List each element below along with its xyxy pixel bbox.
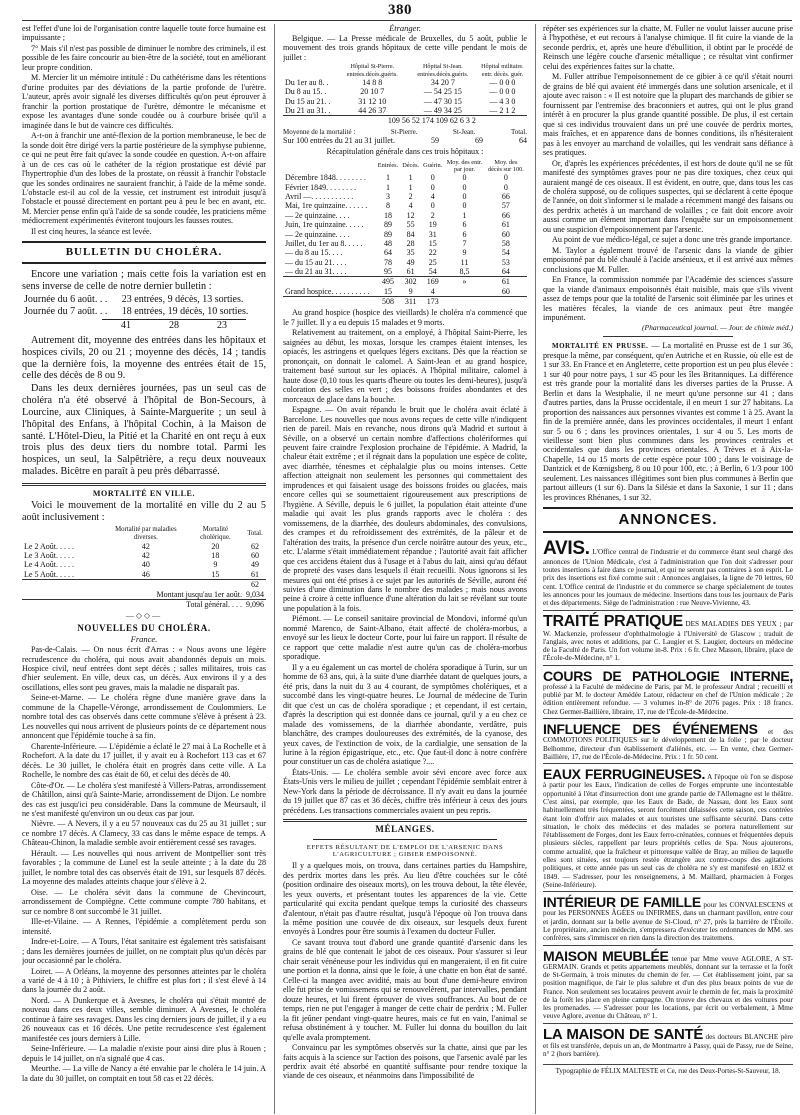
- table-cell: 48: [383, 238, 392, 248]
- paragraph: Convaincu par les symptômes observés sur la chatte, ainsi que par les faits acquis à la science sur l'action des poisons, que l'arsenic avalé par les perdrix avait été absorbé en quantité suffisante pour rendre toxique la viande de ces oiseaux, et néanmoins dans l'impossibilité de: [283, 1043, 527, 1081]
- row-value: 23 entrées, 9 décès, 13 sorties.: [121, 293, 244, 305]
- table-cell: 1: [408, 182, 413, 192]
- table-row: [22, 551, 266, 560]
- table-cell: 55: [406, 220, 415, 230]
- paragraph: En France, la commission nommée par l'Académie des sciences s'assure que la viande d'animaux empoisonnés était nuisible, mais que s'ils vivent assez de temps pour que la totalité de l'arsenic soit éliminée par les urines et les matières fécales, la viande de ces animaux peut être mangée impunément.: [543, 275, 793, 323]
- paragraph: Indre-et-Loire. — A Tours, l'état sanitaire est également très satisfaisant ; dans les dernières journées de juillet, on ne comptait plus qu'un décès par jour occasionné par le choléra.: [22, 937, 266, 966]
- column-header: Hôpital St-Pierre. entrées.décès.guéris.: [346, 63, 398, 78]
- table-header-row: [22, 526, 266, 542]
- table-row: [283, 277, 527, 287]
- table-cell: 0: [430, 173, 435, 183]
- table-cell: 31: [428, 229, 437, 239]
- table-cell: 9,096: [244, 599, 266, 609]
- table-cell: 0: [462, 173, 467, 183]
- paragraph: Piémont. — Le conseil sanitaire provincial de Mondovi, informé qu'un nommé Marenco, de Saint-Albano, était affecté de choléra-morbus, a envoyé sur les lieux le docteur Corte, pour lui faire un rapport. Il résulte de ce rapport que cette maladie n'est autre qu'un cas de choléra-morbus sporadique.: [283, 614, 527, 662]
- table-cell: 0: [503, 173, 508, 183]
- table-cell: 22: [428, 248, 437, 258]
- paragraph: Il y a eu également un cas mortel de choléra sporadique à Turin, sur un homme de 63 ans, qui, à la suite d'une diarrhée datant de quelques jours, a été pris, dans la nuit du 3 au 4 courant, de symptômes cholériques, et a succombé dans les vingt-quatre heures. Le Journal de médecine de Turin dit que c'est un cas de choléra sporadique ; et cependant, il est certain, d'après la description qui est donnée dans ce journal, qu'il y a eu chez ce malade des vomissemens, de la diarrhée abondante, verdâtre, puis blanchâtre, des crampes douloureuses des extrémités, de la cyanose, des yeux caves, de l'extinction de voix, de la cardialgie, une sensation de la lurine à la région épigastrique, etc., etc. Que faut-il donc à notre confrère pour constituer un cas de choléra asiatique ?....: [283, 662, 527, 767]
- table-cell: 3: [385, 192, 390, 202]
- paragraph: Ille-et-Vilaine. — A Rennes, l'épidémie a complètement perdu son intensité.: [22, 917, 266, 936]
- table-cell: 495: [376, 277, 400, 287]
- ad-maison-sante: [543, 1023, 793, 1061]
- table-cell: — 47 30 15: [423, 96, 462, 106]
- melanges-section: [283, 861, 527, 1081]
- ad-title: LA MAISON DE SANTÉ: [543, 1025, 704, 1043]
- table-cell: 64: [383, 248, 392, 258]
- table-cell: 508: [376, 297, 400, 307]
- table-cell: 0: [462, 192, 467, 202]
- melanges-continued: [543, 24, 793, 332]
- prusse-text: — La mortalité en Prusse est de 1 sur 36, presque la même, par conséquent, qu'en Autriche et en Russie, où elle est de 1 sur 33. En France et en Angleterre, cette proportion est un peu plus élevée : 1 sur 40 pour notre pays, 1 sur 45 pour les îles Britanniques. La différence est très grande pour la mortalité dans les diverses parties de la Prusse. A Berlin et dans la Westphalie, il ne meurt qu'une personne sur 41 ; dans d'autres parties, dans la Prusse occidentale, il en meurt 1 sur 27 habitans. La proportion des naissances aux personnes vivantes est comme 1 à 25. Avant la fin de la première année, dans les provinces occidentales, il meurt 1 enfant sur 5 ou 6 ; dans les provinces orientales, 1 sur 4 ou 5. Les morts de vieillesse sont bien plus communes dans les provinces centrales et occidentales que dans les provinces orientales. A Trèves et à Aix-la-Chapelle, 14 ou 15 morts de cette espèce pour 100 ; dans le voisinage de Dantzick et de Kœnigsberg, 8 ou 10 pour 100, etc. ; à Berlin, 6 1/3 pour 100 seulement. Les naissances illégitimes sont bien plus communes à Berlin que partout ailleurs (1 sur 6). Dans la Silésie et dans la Saxonie, 1 sur 11 ; dans les provinces Rhénanes, 1 sur 32.: [543, 341, 793, 502]
- table-cell: 66: [501, 192, 510, 202]
- divider-ornament: —◇◇—: [125, 611, 163, 621]
- paragraph: Au point de vue médico-légal, ce sujet a donc une très grande importance.: [552, 235, 793, 245]
- row-label: Journée du 7 août. . .: [24, 305, 108, 317]
- label: St-Pierre.: [390, 127, 418, 136]
- table-cell: 46: [141, 569, 150, 579]
- value: 69: [474, 135, 483, 145]
- table-cell: 54: [428, 266, 437, 276]
- column-header: Entrées.: [377, 162, 399, 170]
- ad-eaux: [543, 763, 793, 891]
- ad-text: des docteurs BLANCHE père et fils est transférée, depuis un an, de Montmartre à Passy, quai de Passy, rue de Seine, n° 2 (hors barrière).: [543, 1032, 793, 1059]
- table-cell: 8: [385, 201, 390, 211]
- paragraph: Encore une variation ; mais cette fois la variation est en sens inverse de celle de notre dernier bulletin :: [22, 269, 266, 292]
- paragraph: Oise. — Le choléra sévit dans la commune de Chevincourt, arrondissement de Compiègne. Cette commune compte 780 habitans, et sur ce nombre 8 ont succombé le 31 juillet.: [22, 887, 266, 916]
- table-cell: Décembre 1848. . . . . . . .: [285, 173, 366, 183]
- table-cell: — 2e quinzaine. . . .: [285, 210, 350, 220]
- table-cell: 15: [211, 569, 220, 579]
- table-cell: Le 5 Août. . . . .: [24, 569, 74, 579]
- paragraph: Voici le mouvement de la mortalité en ville du 2 au 5 août inclusivement :: [22, 500, 266, 524]
- table-header-row: [283, 63, 527, 78]
- table-cell: 1: [385, 173, 390, 183]
- table-cell: 61: [501, 220, 510, 230]
- table-cell: 53: [501, 257, 510, 267]
- paragraph: est l'effet d'une loi de l'organisation contre laquelle toute force humaine est impuissante ;: [22, 24, 266, 43]
- table-cell: 60: [501, 286, 510, 296]
- table-cell: 64: [501, 266, 510, 276]
- table-cell: 302: [400, 277, 421, 287]
- table-cell: 7: [462, 238, 467, 248]
- table-cell: 54: [501, 248, 510, 258]
- table-cell: 0: [430, 182, 435, 192]
- nouvelles-heading: NOUVELLES DU CHOLÉRA.: [77, 622, 211, 633]
- table-row: [283, 78, 527, 87]
- table-cell: 1: [462, 210, 467, 220]
- paragraph: Il y a quelques mois, on trouva, dans certaines parties du Hampshire, des perdrix mortes dans les prés. Au lieu d'être couchées sur le côté (position ordinaire des oiseaux morts), on les trouva debout, la tête élevée, les yeux ouverts, et présentant toutes les apparences de la vie. Cette particularité qui excita pendant quelque temps la curiosité des chasseurs d'alentour, n'était pas d'autre résultat, jusqu'à l'époque où l'on trouva dans la même position une couvée de dix oiseaux, sur lesquels deux furent envoyés à Londres pour être soumis à l'examen du docteur Fuller.: [283, 861, 527, 937]
- table-cell: 4: [430, 286, 435, 296]
- paragraph: Loiret. — A Orléans, la moyenne des personnes atteintes par le choléra a varié de 4 à 10 ; à Pithiviers, le chiffre est plus fort ; il s'est élevé à 14 dans la journée du 2 août.: [22, 966, 266, 995]
- table-cell: 49: [406, 257, 415, 267]
- nouvelles-subheading: France.: [130, 634, 158, 645]
- paragraph: Hérault. — Les nouvelles qui nous arrivent de Montpellier sont très favorables ; la commune de Lunel est la seule atteinte ; à la date du 28 juillet, le nombre total des cas observés était de 191, sur lesquels 87 décès. La moyenne des malades atteints chaque jour s'élève à 2.: [22, 848, 266, 887]
- table-cell: 35: [406, 248, 415, 258]
- table-row: [283, 230, 527, 239]
- table-row: [22, 560, 266, 569]
- table-cell: [444, 287, 485, 297]
- ad-title: TRAITÉ PRATIQUE: [543, 612, 683, 630]
- label: St-Jean.: [453, 127, 476, 136]
- ad-maison-meublee: [543, 945, 793, 1023]
- paragraph: Dans les deux dernières journées, pas un seul cas de choléra n'a été observé à l'hôpital de Bon-Secours, à Lourcine, aux Cliniques, à Sainte-Marguerite ; un seul à l'hôpital des Enfans, à l'hôpital Cochin, à la Maison de santé. L'Hôtel-Dieu, la Pitié et la Charité en ont reçu à eux trois plus des deux tiers du nombre total. Parmi les hospices, un seul, la Salpêtrière, a reçu deux nouveaux malades. Bicêtre en paraît à peu près débarrassé.: [22, 383, 266, 477]
- table-row: [283, 267, 527, 277]
- column-header: Mortalité cholérique.: [200, 525, 231, 541]
- table-row: [283, 287, 527, 297]
- paragraph: Belgique. — La Presse médicale de Bruxelles, du 5 août, publie le mouvement des trois grands hôpitaux de cette ville pendant le mois de juillet :: [283, 33, 527, 62]
- table-row: [283, 239, 527, 248]
- column-header: Total.: [247, 529, 263, 537]
- paragraph: A-t-on à franchir une anté-flexion de la portion membraneuse, le bec de la sonde doit être dirigé vers la partie postérieure de la symphyse pubienne, ce qui ne peut être fait qu'avec la sonde coudée en question. A-t-on affaire à un de ces cas où le cathéter de la région prostatique est dévié par l'hypertrophie d'un des lobes de la prostate, on réussit à franchir l'obstacle que les sondes ordinaires ne sauraient franchir, à l'aide de la même sonde. L'obstacle est-il au col de la vessie, cet instrument est introduit jusqu'à l'obstacle et poussé directement en portant peu à peu le bec en avant, etc. M. Mercier pense enfin qu'à l'aide de sa sonde coudée, les praticiens même médiocrement expérimentés éviteront toujours les fausses routes.: [22, 131, 266, 226]
- bulletin-table: [22, 294, 266, 317]
- table-cell: 1: [385, 182, 390, 192]
- top-rule: [22, 20, 792, 21]
- table-cell: 0: [462, 182, 467, 192]
- table-cell: 61: [406, 266, 415, 276]
- table-cell: 20: [211, 541, 220, 551]
- table-cell: 20 10 7: [360, 87, 385, 97]
- column-1: [22, 24, 266, 1112]
- column-2: [283, 24, 527, 1112]
- nouvelles-section: [22, 645, 266, 1083]
- table-cell: 169: [421, 277, 444, 287]
- label: Moyenne de la mortalité :: [283, 127, 356, 136]
- table-cell: 109 56 52 174 109 62 6 3 2: [337, 116, 527, 126]
- ad-text: DES MALADIES DES YEUX ; par W. Mackenzie, professeur d'ophthalmologie à l'Université de Glascow ; traduit de l'anglais, avec notes et additions, par C. Laugier et S. Laugier, docteurs en médecine de la Faculté de Paris. Un fort volume in-8. Prix : 6 fr. Chez Masson, libraire, place de l'École-de-Médecine, n° 1.: [543, 619, 793, 663]
- table-cell: 1: [408, 173, 413, 183]
- table-cell: Juin, 1re quinzaine. . . . .: [285, 220, 364, 230]
- table-cell: Du 8 au 15. .: [285, 87, 327, 97]
- ad-cours: [543, 665, 793, 718]
- table-row: [283, 183, 527, 192]
- table-cell: Avril —. . . . . . . . . . .: [285, 192, 354, 202]
- ad-title: INFLUENCE DES ÉVÉNEMENS: [543, 721, 758, 738]
- table-cell: 61: [250, 569, 259, 579]
- column-header: Hôpital militaire. entr. décès. guér.: [481, 63, 524, 78]
- paragraph: Relativement au traitement, on a employé, à l'hôpital Saint-Pierre, les saignées au début, les moxas, lorsque les crampes étaient intenses, les opiacés, les astringens et quelques légers excitans. Dès que la réaction se prononçait, on donnait le calomel. A Saint-Jean et au grand hospice, traitement basé surtout sur les opiacés. A l'hôpital militaire, calomel à haute dose (0,10 tous les quarts d'heure ou toutes les demi-heures), jusqu'à coloration des selles en vert ; des boissons froides abondantes et des morceaux de glace dans la bouche.: [283, 328, 527, 404]
- row-value: 18 entrées, 19 décès, 10 sorties.: [121, 305, 249, 317]
- bulletin-section: [22, 269, 266, 478]
- paragraph: États-Unis. — Le choléra semble avoir sévi encore avec force aux États-Unis vers le milieu de juillet ; cependant l'épidémie semblait entrer à New-York dans la période de décroissance. Il n'y avait eu dans la journée du 19 juillet que 87 cas et 36 décès, chiffre très inférieur à ceux des jours précédens. Les transactions commerciales avaient un peu repris.: [283, 767, 527, 815]
- ad-title: AVIS.: [543, 537, 590, 559]
- table-cell: 42: [141, 541, 150, 551]
- table-cell: 60: [250, 551, 259, 561]
- table-cell: 9: [408, 286, 413, 296]
- table-cell: Du 15 au 21. .: [285, 96, 331, 106]
- ad-text: et des COMMOTIONS POLITIQUES sur le développement de la folie ; par le docteur Belhomme, directeur d'un établissement d'aliénés, etc. — En vente, chez Germer-Baillière, 17, rue de l'École-de-Médecine. Prix : 1 fr. 50 cent.: [543, 728, 793, 761]
- table-cell: 25: [428, 257, 437, 267]
- table-cell: — 2e quinzaine. . . .: [285, 229, 350, 239]
- table-cell: — 0 0 0: [489, 87, 516, 97]
- ad-text: A l'époque où l'on se dispose à partir pour les Eaux, l'indication de celles de Forges emprunte une incontestable opportunité à l'état d'insurrection dont une grande partie de l'Allemagne est le théâtre. C'est ainsi, par exemple, que les Eaux de Bade, de Nassau, dont les Eaux sont habituellement très fréquentées, seront forcément délaissées cette saison, ces contrées étant loin d'offrir aux malades et aux touristes une suffisante sécurité. Dans cette situation, le choix des médecins et des malades se portera naturellement sur l'établissement de Forges, dont les Eaux ferro-crénatées, connues et fréquentées depuis plusieurs siècles, rappellent par leurs propriétés celles de Spa. Nous ajouterons, comme actualité, que la fraîcheur et pittoresque vallée de Bray, au milieu de laquelle elles sont situées, est toujours restée étrangère aux contre-coups des agitations politiques, et cette année pas un seul cas de choléra ne s'y est manifesté en 1832 et 1849. — S'adresser, pour les renseignemens, à M. Maillard, pharmacien à Forges (Seine-Inférieure).: [543, 773, 793, 889]
- divider: [283, 819, 527, 822]
- table-cell: — 54 25 15: [423, 87, 462, 97]
- table-cell: 61: [485, 277, 527, 287]
- row-label: Montant jusqu'au 1er août.: [156, 589, 242, 599]
- table-cell: — 4 3 0: [489, 96, 516, 106]
- paragraph: M. Fuller attribue l'empoisonnement de ce gibier à ce qu'il s'était nourri de grains de blé qui avaient été immergés dans une solution arsenicale, et il ajoute avec raison : « Il est notoire que la plupart des marchands de gibier se fournissent par l'entremise des braconniers et autres, qui ont le plus grand intérêt à en procurer la plus grande quantité possible. De plus, il est certain que si ces individus trouvaient dans un pré une couvée de perdrix mortes, mais fraîches, et en apparence dans de bonnes conditions, ils n'hésiteraient pas à les envoyer au marchand de volailles, qui les vendrait sans défiance à ses pratiques.: [543, 72, 793, 158]
- table-row: [22, 570, 266, 580]
- paragraph: répéter ses expériences sur la chatte, M. Fuller ne voulut laisser aucune prise à l'hypothèse, et eut recours à l'analyse chimique. Il fit cuire la viande de la seconde perdrix, et, après une heure d'ébullition, il obtint par le procédé de Reinsch une légère couche d'arsenic métallique ; ce résultat vint confirmer celui des expériences faites sur la chatte.: [543, 24, 793, 71]
- column-header: Moy. des entr. par jour.: [446, 158, 483, 174]
- paragraph: Ce savant trouva tout d'abord une grande quantité d'arsenic dans les grains de blé que contenait le jabot de ces oiseaux. Pour s'assurer si leur chair serait vénéneuse pour les individus qui en mangeraient, il en fit cuire une portion et la donna, ainsi que le foie, à une chatte en bon état de santé. Celle-ci la mangea avec avidité, mais au bout d'une demi-heure environ elle fut prise de vomissemens qui se renouvelèrent, par intervalles, pendant douze heures, et lui firent éprouver de vives souffrances. Au bout de ce temps, rien ne put l'engager à manger de cette chair de perdrix ; M. Fuller la fit jeûner pendant vingt-quatre heures, mais ce fut en vain, l'animal se refusa obstinément à y toucher. M. Fuller lui donna du bouillon du lait qu'elle avala promptement.: [283, 937, 527, 1042]
- table-cell: 31 12 10: [358, 96, 387, 106]
- table-cell: 40: [141, 560, 150, 570]
- ad-influence: [543, 718, 793, 763]
- row-label: Total général. . . .: [22, 599, 244, 609]
- printer-footer: Typographie de FÉLIX MALTESTE et Ce, rue des Deux-Portes-St-Sauveur, 18.: [543, 1064, 793, 1075]
- divider: [22, 483, 266, 486]
- ad-title: MAISON MEUBLÉE: [543, 947, 669, 964]
- table-cell: 15: [428, 238, 437, 248]
- ad-avis: [543, 536, 793, 610]
- ad-text: pour les CONVALESCENS et pour les PERSONNES ÂGÉES ou INFIRMES, dans un charmant pavillon, entre cour et jardin, donnant sur la belle avenue de St-Cloud, n° 27, près la barrière de l'Étoile. Le propriétaire, ancien médecin, s'empressera d'exécuter les ordonnances de MM. ses confrères, sans s'immiscer en rien dans la direction des traitemens.: [543, 901, 793, 943]
- table-cell: Du 21 au 31. .: [285, 105, 331, 115]
- table-cell: 62: [244, 580, 266, 590]
- table-cell: »: [444, 277, 485, 287]
- paragraph: Autrement dit, moyenne des entrées dans les hôpitaux et hospices civils, 20 ou 21 ; moyenne des décès, 14 ; tandis que la dernière fois, la moyenne des entrées était de 15, celle des décès de 8 ou 9.: [22, 334, 266, 382]
- table-cell: Le 3 Août. . . . .: [24, 551, 74, 561]
- table-row: [283, 173, 527, 182]
- table-row: [22, 294, 266, 306]
- ad-interieur: [543, 891, 793, 944]
- paragraph: 7° Mais s'il n'est pas possible de diminuer le nombre des criminels, il est possible de les faire concourir au bien-être de la société, tout en améliorant leur propre condition.: [22, 43, 266, 72]
- page-number: 380: [388, 2, 412, 18]
- ad-traite: [543, 610, 793, 665]
- paragraph: Nièvre. — A Nevers, il y a eu 57 nouveaux cas du 25 au 31 juillet ; sur ce nombre 17 décès. A Clamecy, 33 cas dans le même espace de temps. A Château-Chinon, la maladie semble avoir entièrement cessé ses ravages.: [22, 819, 266, 848]
- column-separator: [274, 24, 275, 1114]
- etranger-heading: Étranger.: [389, 24, 421, 33]
- mortality-header: [283, 128, 527, 136]
- table-cell: — du 8 au 15. . . .: [285, 248, 343, 258]
- table-cell: 44 26 37: [358, 105, 387, 115]
- table-cell: 15: [383, 286, 392, 296]
- table-cell: 0: [462, 201, 467, 211]
- column-separator: [535, 24, 536, 1114]
- table-cell: 66: [501, 210, 510, 220]
- table-cell: 6: [462, 229, 467, 239]
- column-3: [543, 24, 793, 1112]
- table-cell: 8,5: [459, 266, 470, 276]
- recap-title: Récapitulation générale dans ces trois hôpitaux :: [326, 147, 484, 157]
- prusse-paragraph: [543, 341, 793, 502]
- table-cell: 18: [383, 210, 392, 220]
- ad-title: COURS DE PATHOLOGIE INTERNE,: [543, 667, 793, 684]
- table-cell: Du 1er au 8. .: [285, 77, 329, 87]
- paragraph: Pas-de-Calais. — On nous écrit d'Arras : « Nous avons une légère recrudescence du choléra, qui nous avait abandonnés depuis un mois. Hospice civil, neuf entrées dont sept décès ; salles militaires, trois cas d'hier seulement. En ville, deux cas, un décès. Aux environs il y a des oscillations, elles sont peu graves, mais la maladie ne disparaît pas.: [22, 645, 266, 692]
- table-cell: 58: [501, 238, 510, 248]
- paragraph: Côte-d'Or. — Le choléra s'est manifesté à Villers-Patras, arrondissement de Châtillon, ainsi qu'à Sainte-Marie, arrondissement de Dijon. Le nombre des cas est jusqu'ici peu considérable. Dans la commune de Meursault, il ne s'est manifesté qu'environ un ou deux cas par jour.: [22, 780, 266, 819]
- prusse-heading: MORTALITÉ EN PRUSSE.: [552, 342, 649, 351]
- value: 64: [518, 135, 527, 145]
- bulletin-heading: BULLETIN DU CHOLÉRA.: [22, 241, 266, 264]
- table-row: [283, 116, 527, 126]
- table-cell: 9: [213, 560, 218, 570]
- total-value: 41: [121, 320, 131, 332]
- paragraph: M. Mercier lit un mémoire intitulé : Du cathétérisme dans les rétentions d'urine produites par des déviations de la partie profonde de l'urètre. L'auteur, après avoir signalé les diverses difficultés qu'on peut éprouver à franchir la portion prostatique de l'urètre, démontre le mécanisme et expose les avantages d'une sonde coudée ou à courbure brisée qu'il a imaginée dans le but de vaincre ces difficultés.: [22, 73, 266, 130]
- total-value: 28: [169, 320, 179, 332]
- table-cell: 4: [408, 201, 413, 211]
- table-cell: 6: [462, 220, 467, 230]
- table-cell: 19: [428, 220, 437, 230]
- mortality-row: [283, 136, 527, 145]
- paragraph: M. Taylor a également trouvé de l'arsenic dans la viande de gibier empoisonné par du blé chaulé à l'acide arsénieux, et il est arrivé aux mêmes conclusions que M. Fuller.: [543, 245, 793, 274]
- table-cell: 42: [141, 551, 150, 561]
- melanges-subheading: EFFETS RÉSULTANT DE L'EMPLOI DE L'ARSENIC DANS L'AGRICULTURE ; GIBIER EMPOISONNÉ.: [306, 843, 504, 859]
- paragraph: Au grand hospice (hospice des vieillards) le choléra n'a commencé que le 7 juillet. Il y a eu depuis 15 malades et 9 morts.: [283, 308, 527, 327]
- table-cell: 57: [501, 201, 510, 211]
- table-row: [22, 580, 266, 590]
- paragraph: Nord. — A Dunkerque et à Avesnes, le choléra qui s'était montré de nouveau dans ces deux villes, semble diminuer. A Avesnes, le choléra continue à faire ses ravages. Dans les cinq derniers jours de juillet, il y a eu 26 nouveaux cas et 16 décès. Une petite recrudescence s'est également manifestée ces jours derniers à Lille.: [22, 995, 266, 1043]
- ad-text: L'Office central de l'industrie et du commerce étant seul chargé des annonces de l'Union Médicale, c'est à l'administration que l'on doit s'adresser pour toutes insertions à faire dans ce journal, et qui ne seront pas contraires à son esprit. Le prix des insertions est fixé comme suit : Annonces anglaises, la ligne de 70 lettres, 60 cent. L'Office central de l'industrie et du commerce se charge spécialement de toutes les annonces pour les journaux de médecine. Insertions dans tous les journaux de Paris et des départements. Siège de l'administration : rue Neuve-Vivienne, 43.: [543, 547, 793, 608]
- paragraph: Il est cinq heures, la séance est levée.: [31, 226, 152, 236]
- table-cell: — 49 34 25: [423, 105, 462, 115]
- table-cell: 84: [406, 229, 415, 239]
- table-cell: 34 20 7: [430, 77, 455, 87]
- column-header: Décès.: [402, 162, 420, 170]
- total-value: 23: [217, 320, 227, 332]
- row-label: Journée du 6 août. . .: [24, 293, 108, 305]
- table-cell: 311: [400, 297, 421, 307]
- paragraph: Seine-Inférieure. — La maladie n'existe pour ainsi dire plus à Rouen ; depuis le 14 juillet, on n'a signalé que 4 cas.: [22, 1044, 266, 1063]
- table-cell: 89: [383, 220, 392, 230]
- paragraph: Meurthe. — La ville de Nancy a été envahie par le choléra le 14 juin. A la date du 30 juillet, on comptait en tout 58 cas et 22 décès.: [22, 1064, 266, 1083]
- table-row: [283, 248, 527, 257]
- table-cell: Le 4 Août. . . . .: [24, 560, 74, 570]
- column-header: [22, 526, 105, 542]
- foreign-news-section: [283, 308, 527, 815]
- table-row: [283, 192, 527, 201]
- label: Sur 100 entrées du 21 au 31 juillet.: [283, 135, 395, 145]
- column-header: [283, 159, 376, 174]
- table-cell: 0: [430, 201, 435, 211]
- table-cell: 62: [250, 541, 259, 551]
- ville-section: [22, 500, 266, 524]
- table-cell: 0: [503, 182, 508, 192]
- table-cell: 14 8 8: [362, 77, 383, 87]
- table-cell: — du 15 au 21. . . .: [285, 257, 347, 267]
- table-cell: — 0 0 0: [489, 77, 516, 87]
- intro-section: [22, 24, 266, 236]
- table-cell: — 2 1 2: [489, 105, 516, 115]
- table-row: [283, 97, 527, 106]
- table-cell: 12: [406, 210, 415, 220]
- table-cell: Le 2 Août. . . . .: [24, 541, 74, 551]
- table-cell: 95: [383, 266, 392, 276]
- ad-text: professé à la Faculté de médecine de Paris, par M. le professeur Andral ; recueilli et publié par M. le docteur Amédée Latour, rédacteur en chef de l'Union médicale ; 2e édition entièrement refondue. — 3 volumes in-8° de 2076 pages. Prix : 18 francs. Chez Germer-Baillière, libraire, 17, rue de l'École-de-Médecine.: [543, 682, 793, 716]
- table-row: [22, 306, 266, 318]
- table-cell: 89: [383, 229, 392, 239]
- table-cell: 78: [383, 257, 392, 267]
- table-row: [22, 590, 266, 600]
- ad-title: EAUX FERRUGINEUSES.: [543, 766, 706, 783]
- ad-text: tenue par Mme veuve AGLORE, A ST-GERMAIN. Grands et petits appartemens meublés, donnant sur la terrasse et la forêt de St-Germain, à trois minutes du chemin de fer. — Cet établissement joint, par sa position magnifique, de l'air le plus salubre et d'un des plus beaux points de vue de France. Non seulement ses locataires peuvent avoir le chemin de fer, mais la proximité de la forêt les place en pleine campagne. On trouve des chevaux et des voitures pour les promenades. — S'adresser pour les locations, par écrit ou verbalement, à Mme veuve Aglore, avenue du Château, n° 1.: [543, 954, 793, 1021]
- table-row: [283, 258, 527, 267]
- label: Total.: [510, 127, 527, 136]
- table-row: [283, 220, 527, 229]
- table-row: [283, 211, 527, 220]
- paragraph: Espagne. — On avait répandu le bruit que le choléra avait éclaté à Barcelone. Les nouvelles que nous avons reçues de cette ville n'indiquent rien de pareil. Mais en revanche, nous dirons qu'à Madrid et surtout à Séville, on a observé un certain nombre d'affections cholériformes qui peuvent faire craindre l'explosion prochaine de l'épidémie. A Madrid, la chaleur était extrême ; et il régnait dans la population une espèce de colite, avec diarrhée, ténesmes et céphalalgie plus ou moins intenses. Cette affection atteignait non seulement les personnes qui commettaient des imprudences et qui faisaient usage des boissons froides ou glacées, mais encore celles qui se soumettaient rigoureusement aux prescriptions de l'hygiène. A Séville, depuis le 6 juillet, la population était atteinte d'une maladie qui avait les plus grands rapports avec le choléra : des vomissemens, de la diarrhée, des douleurs abdominales, des convulsions, des crampes et du refroidissement des extrémités, de la pâleur et de l'altération des traits, la présence d'un cercle noirâtre autour des yeux, etc., etc. L'alarme s'était immédiatement répandue ; l'autorité avait fait afficher que ces accidens étaient dus à l'usage et à l'abus du lait, ainsi qu'au défaut de propreté des vases dans lesquels il était recueilli. Nous ignorons si les mesures qui ont été prises à ce sujet par les autorités de Séville, auront été suivies d'une diminution dans le nombre des malades ; mais nous avons peine à croire à cette influence d'une altération du lait se révélant sur toute une population à la fois.: [283, 405, 527, 613]
- bulletin-totals: [102, 319, 246, 332]
- table-row: [22, 599, 266, 609]
- table-row: [283, 297, 527, 307]
- paragraph: Seine-et-Marne. — Le choléra règne d'une manière grave dans la commune de la Chapelle-Véronge, arrondissement de Coulommiers. Le nombre total des cas observés dans cette commune s'élève à présent à 23. Les nouvelles qui nous arrivent de plusieurs points de ce département nous annoncent que l'épidémie touche à sa fin.: [22, 693, 266, 741]
- table-row: [283, 87, 527, 96]
- table-cell: 173: [421, 297, 444, 307]
- table-cell: 18: [211, 551, 220, 561]
- column-header: Hôpital St-Jean. entrées.décès.guéris.: [417, 63, 469, 78]
- divider: [603, 336, 733, 337]
- table-cell: 9: [462, 248, 467, 258]
- column-header: [283, 63, 337, 78]
- table-cell: 49: [250, 560, 259, 570]
- table-row: [283, 106, 527, 116]
- table-cell: 9,034: [245, 589, 264, 599]
- melanges-heading: MÉLANGES.: [375, 824, 435, 835]
- table-header-row: [283, 159, 527, 174]
- table-cell: 28: [406, 238, 415, 248]
- table-row: [283, 201, 527, 210]
- table-cell: 4: [430, 192, 435, 202]
- table-cell: Juillet, du 1er au 8. . . . .: [285, 238, 363, 248]
- column-header: Mortalité par maladies diverses.: [115, 525, 177, 541]
- paragraph: Or, d'après les expériences précédentes, il est hors de doute qu'il ne se fût manifesté des symptômes graves pour ne pas dire toxiques, chez ceux qui auraient mangé de ces oiseaux. Il est évident, en outre, que, dans tous les cas de choléra supposé, ou de coliques suspectes, qui se déclarent à cette époque de l'année, on doit s'informer si le malade a récemment mangé des faisans ou des perdrix achetés à un marchand de volailles ; ce fait doit encore avoir aussi comme un élément important dans l'enquête sur un empoisonnement ou une suspicion d'empoisonnement par l'arsenic.: [543, 158, 793, 234]
- annonces-heading: ANNONCES.: [543, 507, 793, 533]
- table-row: [22, 542, 266, 551]
- ville-table: [22, 526, 266, 609]
- table-cell: Mai, 1re quinzaine. . . . . .: [285, 201, 368, 211]
- column-header: Moy. des décès sur 100.: [487, 158, 524, 174]
- table-cell: — du 21 au 31. . . .: [285, 266, 347, 276]
- source-citation: (Pharmaceutical journal. — Jour. de chimie méd.): [641, 322, 793, 332]
- table-cell: 60: [501, 229, 510, 239]
- table-cell: 2: [408, 192, 413, 202]
- table-cell: Février 1849. . . . . . . .: [285, 182, 357, 192]
- table-cell: 2: [430, 210, 435, 220]
- hospital-table: [283, 63, 527, 125]
- table-cell: Grand hospice. . . . . . . . . .: [285, 286, 370, 296]
- divider: [313, 839, 497, 840]
- paragraph: Charente-Inférieure. — L'épidémie a éclaté le 27 mai à La Rochelle et à Rochefort. A la date du 17 juillet, il y avait eu à Rochefort 113 cas et 67 décès. Le 30 juillet, le choléra était en progrès dans cette ville. A La Rochelle, le nombre des cas était de 60, et celui des décès de 40.: [22, 741, 266, 780]
- ville-heading: MORTALITÉ EN VILLE.: [92, 488, 196, 498]
- recap-table: [283, 159, 527, 307]
- value: 59: [430, 135, 439, 145]
- table-cell: 11: [460, 257, 469, 267]
- ad-title: INTÉRIEUR DE FAMILLE: [543, 894, 701, 911]
- column-header: Guérin.: [423, 162, 443, 170]
